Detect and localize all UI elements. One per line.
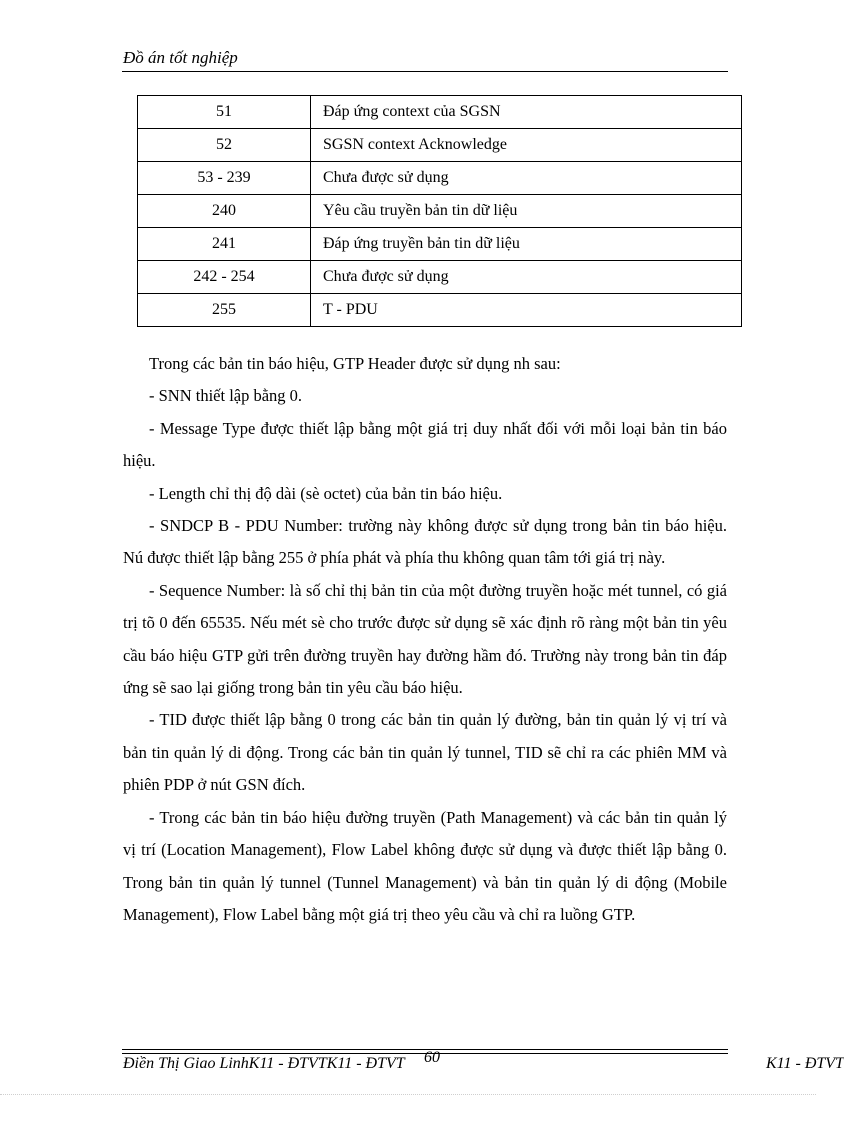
message-description: Đáp ứng context của SGSN [311, 96, 742, 129]
table-row [138, 195, 742, 228]
message-description: Đáp ứng truyền bản tin dữ liệu [311, 228, 742, 261]
message-code: 53 - 239 [138, 162, 311, 195]
page-header-title: Đồ án tốt nghiệp [123, 48, 238, 67]
table-row [138, 129, 742, 162]
table-row [138, 261, 742, 294]
paragraph-snn: - SNN thiết lập bằng 0. [149, 386, 303, 406]
message-description: Yêu cầu truyền bản tin dữ liệu [311, 195, 742, 228]
table-row [138, 294, 742, 327]
message-code: 242 - 254 [138, 261, 311, 294]
page-number: 60 [424, 1049, 440, 1066]
header-rule [122, 71, 728, 72]
paragraph-flow-label: - Trong các bản tin báo hiệu đường truyền (Path Management) và các bản tin quản lý vị trí (Location Management), Flow Label không được sử dụng và được thiết lập bằng 0. Trong bản tin quản lý tunnel (Tunnel Management) và bản tin quản lý di động (Mobile Management), Flow Label bằng một giá trị theo yêu cầu và chỉ ra luồng GTP. [123, 807, 727, 924]
message-code: 240 [138, 195, 311, 228]
message-type-table [137, 95, 742, 327]
message-description: SGSN context Acknowledge [311, 129, 742, 162]
paragraph-tid: - TID được thiết lập bằng 0 trong các bản tin quản lý đường, bản tin quản lý vị trí và bản tin quản lý di động. Trong các bản tin quản lý tunnel, TID sẽ chỉ ra các phiên MM và phiên PDP ở nút GSN đích. [123, 710, 727, 795]
body-text [123, 348, 727, 931]
message-code: 51 [138, 96, 311, 129]
paragraph-message-type: - Message Type được thiết lập bằng một giá trị duy nhất đối với mỗi loại bản tin báo hiệu. [123, 418, 727, 471]
page-bottom-divider [0, 1094, 816, 1095]
message-description: T - PDU [311, 294, 742, 327]
footer-class-label: K11 - ĐTVT [766, 1055, 844, 1072]
paragraph-sndcp: - SNDCP B - PDU Number: trường này không được sử dụng trong bản tin báo hiệu. Nú được thiết lập bằng 255 ở phía phát và phía thu không quan tâm tới giá trị này. [123, 516, 727, 568]
table-row [138, 228, 742, 261]
message-code: 241 [138, 228, 311, 261]
message-description: Chưa được sử dụng [311, 261, 742, 294]
paragraph-length: - Length chỉ thị độ dài (sè octet) của bản tin báo hiệu. [149, 483, 503, 503]
table-row [138, 96, 742, 129]
message-code: 255 [138, 294, 311, 327]
table-row [138, 162, 742, 195]
paragraph-intro: Trong các bản tin báo hiệu, GTP Header được sử dụng nh sau: [149, 354, 561, 373]
footer-author: Điền Thị Giao LinhK11 - ĐTVTK11 - ĐTVT [123, 1055, 405, 1072]
paragraph-sequence-number: - Sequence Number: là số chỉ thị bản tin của một đường truyền hoặc mét tunnel, có giá trị tõ 0 đến 65535. Nếu mét sè cho trước được sử dụng sẽ xác định rõ ràng một bản tin yêu cầu báo hiệu GTP gửi trên đường truyền hay đường hầm đó. Trường này trong bản tin đáp ứng sẽ sao lại giống trong bản tin yêu cầu báo hiệu. [123, 580, 727, 698]
message-description: Chưa được sử dụng [311, 162, 742, 195]
message-code: 52 [138, 129, 311, 162]
